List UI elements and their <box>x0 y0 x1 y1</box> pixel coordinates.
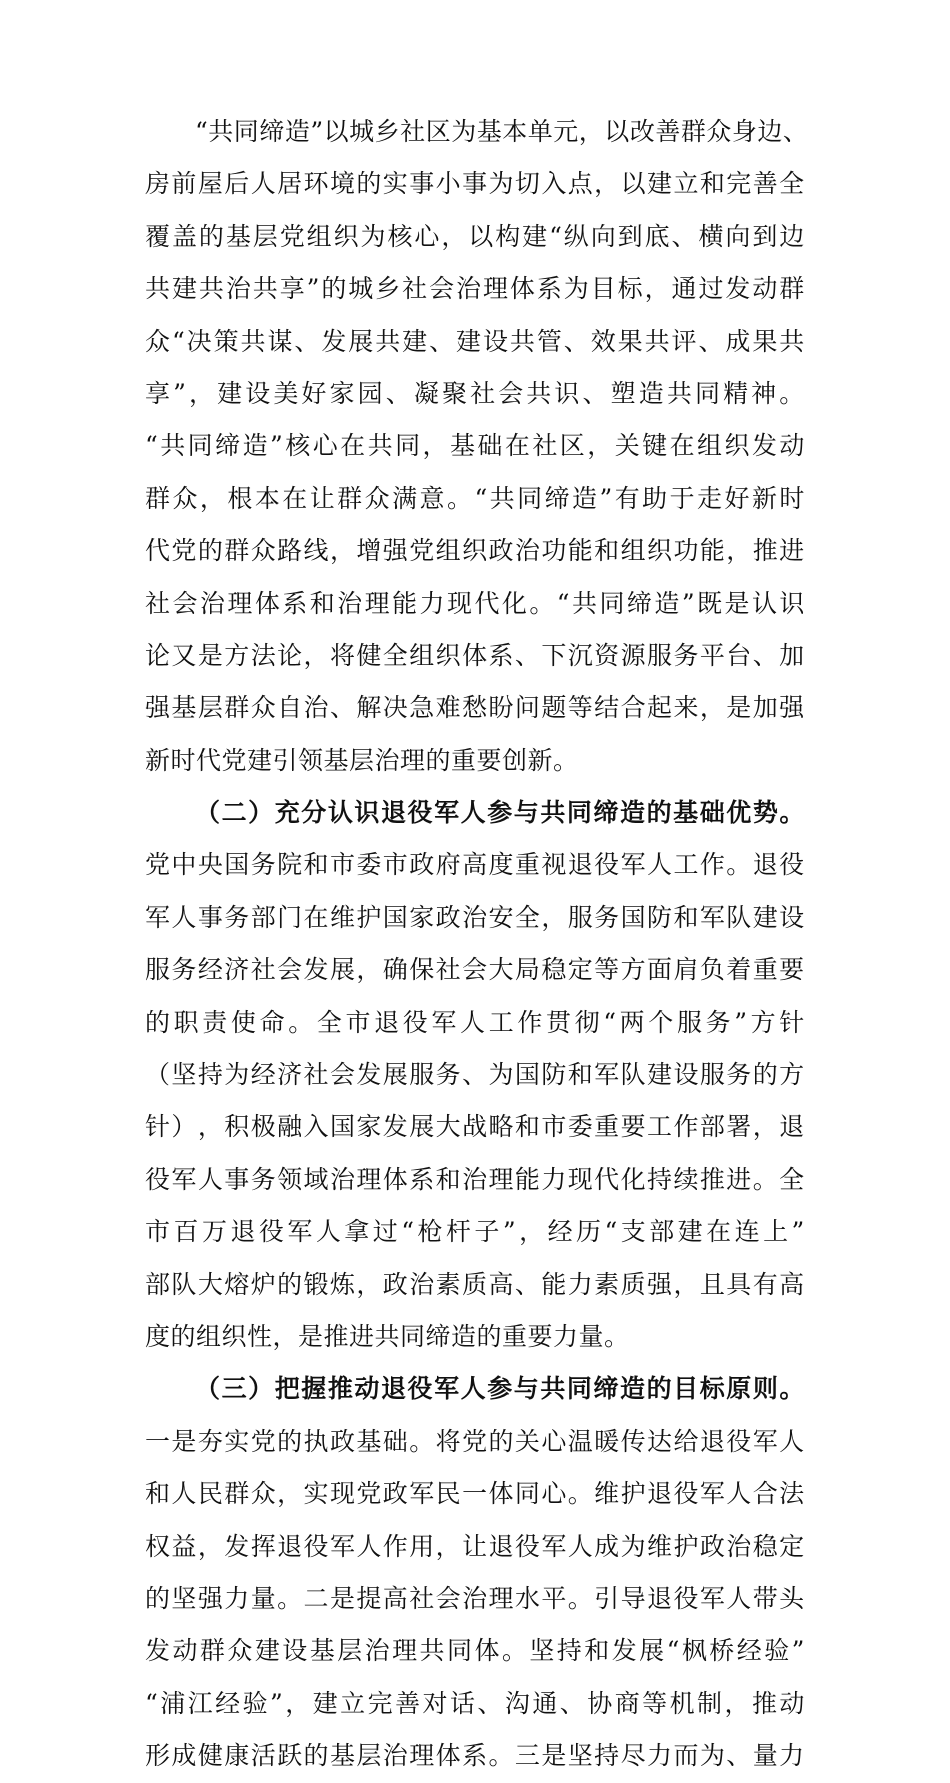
text-line: 房 前 屋 后 人 居 环 境 的 实 事 小 事 为 切 入 点 ， 以 建 立 和 完 善 全 <box>145 169 805 199</box>
text-line: 发 动 群 众 建 设 基 层 治 理 共 同 体 。 坚 持 和 发 展 “ 枫 桥 经 验 ” <box>145 1636 805 1666</box>
text-line: 党 中 央 国 务 院 和 市 委 市 政 府 高 度 重 视 退 役 军 人 工 作 。 退 役 <box>145 850 805 880</box>
text-line: 一 是 夯 实 党 的 执 政 基 础 。 将 党 的 关 心 温 暖 传 达 给 退 役 军 人 <box>145 1426 805 1456</box>
text-line: 享 ” ， 建 设 美 好 家 园 、 凝 聚 社 会 共 识 、 塑 造 共 同 精 神 。 <box>145 378 805 408</box>
text-line: 新时代党建引领基层治理的重要创新。 <box>145 745 579 775</box>
text-line: （ 坚 持 为 经 济 社 会 发 展 服 务 、 为 国 防 和 军 队 建 设 服 务 的 方 <box>145 1060 805 1090</box>
text-line: 形 成 健 康 活 跃 的 基 层 治 理 体 系 。 三 是 坚 持 尽 力 而 为 、 量 力 <box>145 1741 805 1771</box>
text-line: 度的组织性，是推进共同缔造的重要力量。 <box>145 1321 630 1351</box>
text-line: 强 基 层 群 众 自 治 、 解 决 急 难 愁 盼 问 题 等 结 合 起 来 ， 是 加 强 <box>145 693 805 723</box>
text-line: “ 共 同 缔 造 ” 核 心 在 共 同 ， 基 础 在 社 区 ， 关 键 在 组 织 发 动 <box>145 431 805 461</box>
text-line: 部 队 大 熔 炉 的 锻 炼 ， 政 治 素 质 高 、 能 力 素 质 强 ， 且 具 有 高 <box>145 1269 805 1299</box>
text-line: 针 ） ， 积 极 融 入 国 家 发 展 大 战 略 和 市 委 重 要 工 作 部 署 ， 退 <box>145 1112 805 1142</box>
text-line: 权 益 ， 发 挥 退 役 军 人 作 用 ， 让 退 役 军 人 成 为 维 护 政 治 稳 定 <box>145 1531 805 1561</box>
text-line: 社 会 治 理 体 系 和 治 理 能 力 现 代 化 。 “ 共 同 缔 造 ” 既 是 认 识 <box>145 588 805 618</box>
document-body <box>145 106 809 1783</box>
text-line: 和 人 民 群 众 ， 实 现 党 政 军 民 一 体 同 心 。 维 护 退 役 军 人 合 法 <box>145 1479 805 1509</box>
text-line: 覆 盖 的 基 层 党 组 织 为 核 心 ， 以 构 建 “ 纵 向 到 底 、 横 向 到 边 <box>145 221 805 251</box>
text-line: 军 人 事 务 部 门 在 维 护 国 家 政 治 安 全 ， 服 务 国 防 和 军 队 建 设 <box>145 902 805 932</box>
text-line: 群 众 ， 根 本 在 让 群 众 满 意 。 “ 共 同 缔 造 ” 有 助 于 走 好 新 时 <box>145 483 805 513</box>
text-line: 服 务 经 济 社 会 发 展 ， 确 保 社 会 大 局 稳 定 等 方 面 肩 负 着 重 要 <box>145 955 805 985</box>
text-line: 役 军 人 事 务 领 域 治 理 体 系 和 治 理 能 力 现 代 化 持 续 推 进 。 全 <box>145 1164 805 1194</box>
text-line: “ 共 同 缔 造 ” 以 城 乡 社 区 为 基 本 单 元 ， 以 改 善 群 众 身 边 、 <box>195 117 809 146</box>
text-line: “ 浦 江 经 验 ” ， 建 立 完 善 对 话 、 沟 通 、 协 商 等 机 制 ， 推 动 <box>145 1688 805 1718</box>
section-heading-line: （ 三 ） 把 握 推 动 退 役 军 人 参 与 共 同 缔 造 的 目 标 原 则 。 <box>195 1374 805 1404</box>
text-line: 论 又 是 方 法 论 ， 将 健 全 组 织 体 系 、 下 沉 资 源 服 务 平 台 、 加 <box>145 640 805 670</box>
text-line: 的 职 责 使 命 。 全 市 退 役 军 人 工 作 贯 彻 “ 两 个 服 务 ” 方 针 <box>145 1007 805 1037</box>
text-line: 代 党 的 群 众 路 线 ， 增 强 党 组 织 政 治 功 能 和 组 织 功 能 ， 推 进 <box>145 536 805 566</box>
text-line: 的 坚 强 力 量 。 二 是 提 高 社 会 治 理 水 平 。 引 导 退 役 军 人 带 头 <box>145 1583 805 1613</box>
text-line: 市 百 万 退 役 军 人 拿 过 “ 枪 杆 子 ” ， 经 历 “ 支 部 建 在 连 上 ” <box>145 1217 805 1247</box>
text-line: 共 建 共 治 共 享 ” 的 城 乡 社 会 治 理 体 系 为 目 标 ， 通 过 发 动 群 <box>145 274 805 304</box>
section-heading-line: （ 二 ） 充 分 认 识 退 役 军 人 参 与 共 同 缔 造 的 基 础 优 势 。 <box>195 798 805 828</box>
text-line: 众 “ 决 策 共 谋 、 发 展 共 建 、 建 设 共 管 、 效 果 共 评 、 成 果 共 <box>145 326 805 356</box>
